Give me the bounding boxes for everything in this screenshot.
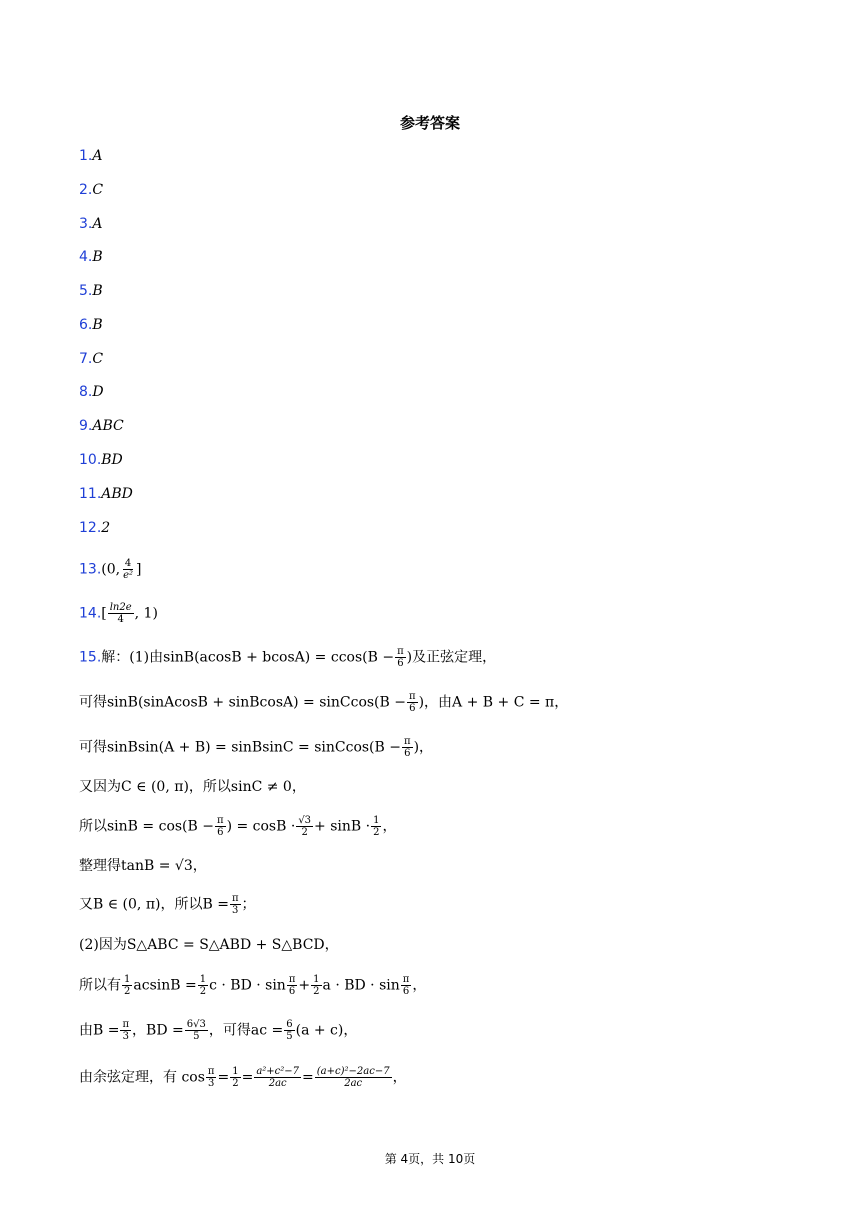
solution-line-2: 可得sinB(sinAcosB + sinBcosA) = sinCcos(B − $\frac{\pi}{6}$ )，由A + B + C = π， [79, 691, 569, 714]
answer-text: (0, [101, 561, 121, 578]
answer-text: BD [101, 452, 123, 468]
answer-9 [79, 416, 124, 436]
answer-13 [79, 558, 142, 581]
answer-text: D [92, 384, 104, 400]
answer-text: C [92, 182, 104, 198]
answer-text: B [92, 317, 103, 333]
answer-2 [79, 180, 103, 200]
solution-line-6: 整理得tanB = √3， [79, 858, 207, 874]
fraction: $\frac{4}{\text{e²}}$ [123, 558, 134, 581]
answer-text: ABC [92, 418, 124, 434]
answer-text: , 1) [134, 605, 158, 622]
question-number: 5. [79, 283, 93, 299]
question-number: 15. [79, 649, 102, 666]
answer-10 [79, 450, 123, 470]
question-number: 6. [79, 317, 93, 333]
question-number: 7. [79, 351, 93, 367]
solution-line-3: 可得sinBsin(A + B) = sinBsinC = sinCcos(B − $\frac{\pi}{6}$ )， [79, 736, 434, 759]
question-number: 11. [79, 486, 102, 502]
solution-line-5: 所以sinB = cos(B − $\frac{\pi}{6}$ ) = cosB · $\frac{√3}{2}$ + sinB · $\frac{1}{2}$ ， [79, 815, 397, 838]
question-number: 3. [79, 216, 93, 232]
question-number: 8. [79, 384, 93, 400]
answer-3 [79, 214, 102, 234]
question-number: 4. [79, 249, 93, 265]
solution-line-11: 由余弦定理，有 cos $\frac{\pi}{3}$ = $\frac{1}{2}$ = $\frac{\text{a²+c²−7}}{2ac}$ = $\frac{\text{(a+c)²−2ac−7}}{2ac}$ ， [79, 1066, 407, 1089]
solution-line-9: 所以有 $\frac{1}{2}$ acsinB = $\frac{1}{2}$ c · BD · sin $\frac{\pi}{6}$ + $\frac{1}{2}$ a · BD · sin $\frac{\pi}{6}$ ， [79, 974, 427, 997]
answer-text: B [92, 283, 103, 299]
answer-6 [79, 315, 103, 335]
answer-14 [79, 602, 158, 625]
page-footer: 第 4页，共 10页 [384, 1152, 476, 1166]
question-number: 12. [79, 520, 102, 536]
answer-11 [79, 484, 133, 504]
fraction: $\frac{\ln 2e}{4}$ [109, 602, 132, 625]
question-number: 1. [79, 148, 93, 164]
question-number: 9. [79, 418, 93, 434]
solution-line-1: 15.解：(1)由sinB(acosB + bcosA) = ccos(B − $\frac{\pi}{6}$ )及正弦定理， [79, 646, 497, 669]
answer-text: [ [101, 605, 107, 622]
solution-line-7: 又B ∈ (0, π)，所以B = $\frac{\pi}{3}$ ； [79, 893, 256, 916]
answer-1 [79, 146, 102, 166]
answer-text: 2 [101, 520, 111, 536]
solution-line-10: 由B = $\frac{\pi}{3}$ ，BD = $\frac{6√3}{5}$ ，可得ac = $\frac{6}{5}$ (a + c)， [79, 1019, 358, 1042]
answer-8 [79, 382, 104, 402]
answer-text: ABD [101, 486, 133, 502]
answer-text: B [92, 249, 103, 265]
answer-text: A [92, 216, 103, 232]
solution-line-8: (2)因为S△ABC = S△ABD + S△BCD， [79, 937, 339, 953]
question-number: 2. [79, 182, 93, 198]
answer-text: ] [136, 561, 142, 578]
question-number: 10. [79, 452, 102, 468]
question-number: 13. [79, 561, 102, 578]
answer-12 [79, 518, 110, 538]
answer-text: C [92, 351, 104, 367]
page-title: 参考答案 [399, 114, 460, 132]
solution-line-4: 又因为C ∈ (0, π)，所以sinC ≠ 0， [79, 779, 306, 795]
answer-7 [79, 349, 103, 369]
answer-4 [79, 247, 103, 267]
answer-text: A [92, 148, 103, 164]
question-number: 14. [79, 605, 102, 622]
answer-5 [79, 281, 103, 301]
